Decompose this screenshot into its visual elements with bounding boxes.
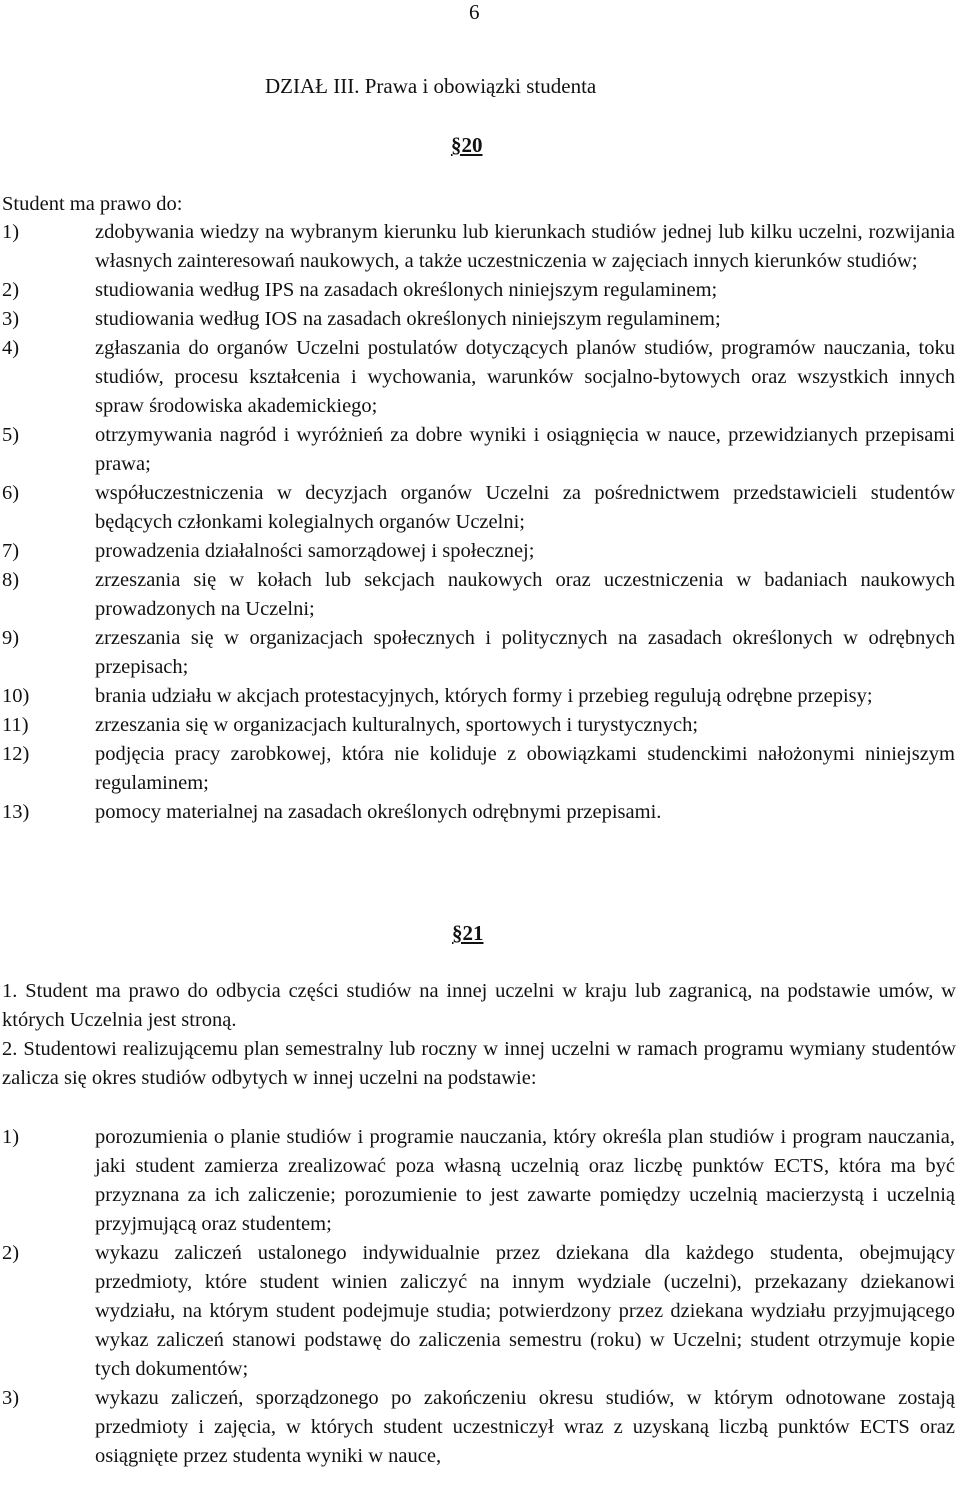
item-text: zrzeszania się w organizacjach kulturalnych, sportowych i turystycznych; bbox=[95, 714, 699, 736]
item-number: 3) bbox=[2, 1387, 20, 1409]
item-number: 2) bbox=[2, 279, 20, 301]
section-20-mark: §20 bbox=[451, 133, 483, 157]
list-item bbox=[0, 421, 960, 479]
item-text: prowadzenia działalności samorządowej i społecznej; bbox=[95, 540, 535, 562]
item-number: 1) bbox=[2, 1126, 20, 1148]
item-number: 2) bbox=[2, 1242, 20, 1264]
section-21-paragraph-2: 2. Studentowi realizującemu plan semestralny lub roczny w innej uczelni w ramach programu wymiany studentów zalicza się okres studiów odbytych w innej uczelni na podstawie: bbox=[2, 1038, 956, 1089]
item-text: wykazu zaliczeń ustalonego indywidualnie przez dziekana dla każdego studenta, obejmujący przedmioty, które student winien zaliczyć na innym wydziale (uczelni), przekazany dziekanowi wydziału, na którym student podejmuje studia; potwierdzony przez dziekana wydziału przyjmującego wykaz zaliczeń stanowi podstawę do zaliczenia semestru (roku) w Uczelni; student otrzymuje kopie tych dokumentów; bbox=[95, 1242, 955, 1380]
list-item bbox=[0, 798, 960, 827]
list-item bbox=[0, 479, 960, 537]
item-number: 7) bbox=[2, 540, 20, 562]
list-item bbox=[0, 537, 960, 566]
item-number: 11) bbox=[2, 714, 29, 736]
item-text: studiowania według IPS na zasadach określonych niniejszym regulaminem; bbox=[95, 279, 718, 301]
item-text: zrzeszania się w organizacjach społecznych i politycznych na zasadach określonych w odrębnych przepisach; bbox=[95, 627, 955, 678]
list-item bbox=[0, 276, 960, 305]
item-number: 5) bbox=[2, 424, 20, 446]
basis-list bbox=[0, 1123, 960, 1471]
item-text: otrzymywania nagród i wyróżnień za dobre wyniki i osiągnięcia w nauce, przewidzianych przepisami prawa; bbox=[95, 424, 955, 475]
list-item bbox=[0, 334, 960, 421]
item-text: współuczestniczenia w decyzjach organów Uczelni za pośrednictwem przedstawicieli studentów będących członkami kolegialnych organów Uczelni; bbox=[95, 482, 955, 533]
list-item bbox=[0, 624, 960, 682]
item-number: 9) bbox=[2, 627, 20, 649]
item-text: zgłaszania do organów Uczelni postulatów dotyczących planów studiów, programów nauczania, toku studiów, procesu kształcenia i wychowania, warunków socjalno-bytowych oraz wszystkich innych spraw środowiska akademickiego; bbox=[95, 337, 955, 417]
list-item bbox=[0, 711, 960, 740]
item-number: 4) bbox=[2, 337, 20, 359]
item-number: 6) bbox=[2, 482, 20, 504]
item-text: porozumienia o planie studiów i programie nauczania, który określa plan studiów i program nauczania, jaki student zamierza zrealizować poza własną uczelnią oraz liczbę punktów ECTS, która ma być przyznana za ich zaliczenie; porozumienie to jest zawarte pomiędzy uczelnią macierzystą i uczelnią przyjmującą oraz studentem; bbox=[95, 1126, 955, 1235]
list-item bbox=[0, 1384, 960, 1471]
section-21-number: 21 bbox=[462, 921, 484, 945]
section-20-number: 20 bbox=[461, 133, 483, 157]
item-number: 3) bbox=[2, 308, 20, 330]
rights-list bbox=[0, 218, 960, 827]
item-number: 10) bbox=[2, 685, 30, 707]
section-20-intro: Student ma prawo do: bbox=[2, 193, 183, 215]
item-text: zrzeszania się w kołach lub sekcjach naukowych oraz uczestniczenia w badaniach naukowych prowadzonych na Uczelni; bbox=[95, 569, 955, 620]
item-number: 8) bbox=[2, 569, 20, 591]
item-number: 13) bbox=[2, 801, 30, 823]
page-number: 6 bbox=[469, 0, 480, 24]
item-text: zdobywania wiedzy na wybranym kierunku lub kierunkach studiów jednej lub kilku uczelni, rozwijania własnych zainteresowań naukowych, a także uczestniczenia w zajęciach innych kierunków studiów; bbox=[95, 221, 955, 272]
item-text: podjęcia pracy zarobkowej, która nie koliduje z obowiązkami studenckimi nałożonymi niniejszym regulaminem; bbox=[95, 743, 955, 794]
list-item bbox=[0, 740, 960, 798]
item-text: brania udziału w akcjach protestacyjnych, których formy i przebieg regulują odrębne przepisy; bbox=[95, 685, 873, 707]
list-item bbox=[0, 218, 960, 276]
list-item bbox=[0, 1239, 960, 1384]
chapter-title: DZIAŁ III. Prawa i obowiązki studenta bbox=[265, 74, 597, 98]
list-item bbox=[0, 1123, 960, 1239]
list-item bbox=[0, 682, 960, 711]
item-number: 12) bbox=[2, 743, 30, 765]
section-21-paragraph-1: 1. Student ma prawo do odbycia części studiów na innej uczelni w kraju lub zagranicą, na podstawie umów, w których Uczelnia jest stroną. bbox=[2, 980, 956, 1031]
item-text: wykazu zaliczeń, sporządzonego po zakończeniu okresu studiów, w którym odnotowane zostają przedmioty i zajęcia, w których student uczestniczył wraz z uzyskaną liczbą punktów ECTS oraz osiągnięte przez studenta wyniki w nauce, bbox=[95, 1387, 955, 1467]
item-number: 1) bbox=[2, 221, 20, 243]
item-text: pomocy materialnej na zasadach określonych odrębnymi przepisami. bbox=[95, 801, 662, 823]
section-21-mark: §21 bbox=[452, 921, 484, 945]
item-text: studiowania według IOS na zasadach określonych niniejszym regulaminem; bbox=[95, 308, 721, 330]
list-item bbox=[0, 566, 960, 624]
list-item bbox=[0, 305, 960, 334]
